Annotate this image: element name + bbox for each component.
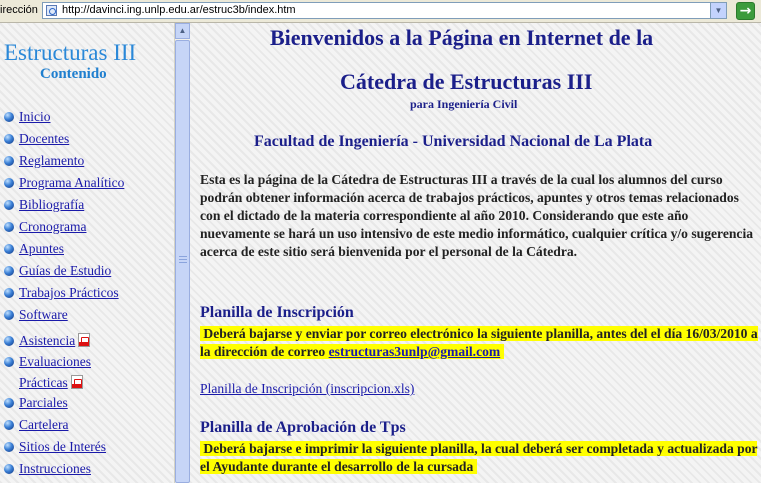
bullet-icon xyxy=(4,156,14,166)
sidebar-entry-evaluaciones-line2 xyxy=(19,374,83,392)
bullet-icon xyxy=(4,357,14,367)
pdf-icon[interactable] xyxy=(78,333,90,347)
bullet-icon xyxy=(4,200,14,210)
sidebar-link-reglamento[interactable]: Reglamento xyxy=(19,153,85,168)
site-title: Estructuras III xyxy=(4,40,137,65)
sidebar-entry-asistencia xyxy=(19,332,90,350)
sidebar-link-trabajos[interactable]: Trabajos Prácticos xyxy=(19,285,119,300)
intro-paragraph: Esta es la página de la Cátedra de Estructuras III a través de la cual los alumnos del curso podrán obtener información acerca de trabajos prácticos, apuntes y otros temas relacionados con el dictado de la materia correspondiente al año 2010. Considerando que este año nuevamente se hará un uso intensivo de este medio informático, cualquier crítica y/o sugerencia acerca de este sitio será bienvenida por el personal de la Cátedra. xyxy=(200,172,754,259)
inscripcion-title: Planilla de Inscripción xyxy=(200,304,354,321)
inscripcion-file-link[interactable]: Planilla de Inscripción (inscripcion.xls) xyxy=(200,381,415,396)
sidebar-item-sitios[interactable] xyxy=(4,438,174,460)
sidebar-item-bibliografia[interactable] xyxy=(4,196,174,218)
sidebar-nav xyxy=(4,108,174,482)
address-input[interactable] xyxy=(42,2,727,19)
inscripcion-text: Deberá bajarse y enviar por correo electrónico la siguiente planilla, antes del el día 16/03/2010 a la dirección de correo xyxy=(200,326,758,359)
para-heading: para Ingeniería Civil xyxy=(410,97,518,111)
scroll-thumb[interactable] xyxy=(175,40,190,483)
sidebar-item-asistencia[interactable] xyxy=(4,328,174,350)
pdf-icon[interactable] xyxy=(71,375,83,389)
bullet-icon xyxy=(4,310,14,320)
sidebar-item-guias[interactable] xyxy=(4,262,174,284)
sidebar-item-evaluaciones[interactable] xyxy=(4,350,174,394)
page-icon xyxy=(46,5,57,16)
sidebar-link-evaluaciones-line2[interactable]: Prácticas xyxy=(19,375,68,390)
bullet-icon xyxy=(4,112,14,122)
facultad-heading: Facultad de Ingeniería - Universidad Nacional de La Plata xyxy=(254,133,653,150)
sidebar-item-cronograma[interactable] xyxy=(4,218,174,240)
sidebar-link-software[interactable]: Software xyxy=(19,307,68,322)
sidebar-link-parciales[interactable]: Parciales xyxy=(19,395,68,410)
sidebar-link-asistencia[interactable]: Asistencia xyxy=(19,333,76,348)
sidebar-scrollbar[interactable] xyxy=(174,23,190,483)
sidebar-link-cartelera[interactable]: Cartelera xyxy=(19,417,69,432)
sidebar-item-trabajos[interactable] xyxy=(4,284,174,306)
welcome-heading: Bienvenidos a la Página en Internet de la xyxy=(270,25,654,50)
sidebar-link-programa[interactable]: Programa Analítico xyxy=(19,175,125,190)
sidebar-link-sitios[interactable]: Sitios de Interés xyxy=(19,439,106,454)
aprobacion-text: Deberá bajarse e imprimir la siguiente planilla, la cual deberá ser completada y actualizada por el Ayudante durante el desarrollo de la cursada xyxy=(200,441,758,474)
sidebar-item-parciales[interactable] xyxy=(4,394,174,416)
bullet-icon xyxy=(4,288,14,298)
email-link[interactable]: estructuras3unlp@gmail.com xyxy=(328,344,501,359)
sidebar-item-cartelera[interactable] xyxy=(4,416,174,438)
sidebar-link-bibliografia[interactable]: Bibliografía xyxy=(19,197,85,212)
sidebar-item-software[interactable] xyxy=(4,306,174,328)
address-url[interactable]: http://davinci.ing.unlp.edu.ar/estruc3b/index.htm xyxy=(62,4,296,16)
bullet-icon xyxy=(4,442,14,452)
sidebar-item-apuntes[interactable] xyxy=(4,240,174,262)
inscripcion-highlight xyxy=(200,326,758,359)
sidebar-item-instrucciones[interactable] xyxy=(4,460,174,482)
sidebar-frame xyxy=(0,23,174,483)
inscripcion-notice xyxy=(200,325,758,361)
bullet-icon xyxy=(4,266,14,276)
sidebar-link-docentes[interactable]: Docentes xyxy=(19,131,70,146)
address-bar xyxy=(0,0,761,23)
aprobacion-notice xyxy=(200,440,758,476)
aprobacion-title: Planilla de Aprobación de Tps xyxy=(200,419,406,436)
chevron-down-icon[interactable]: ▼ xyxy=(710,3,726,18)
bullet-icon xyxy=(4,244,14,254)
address-label: irección xyxy=(0,4,38,16)
bullet-icon xyxy=(4,420,14,430)
bullet-icon xyxy=(4,464,14,474)
sidebar-item-docentes[interactable] xyxy=(4,130,174,152)
sidebar-link-instrucciones[interactable]: Instrucciones xyxy=(19,461,91,476)
bullet-icon xyxy=(4,134,14,144)
sidebar-item-reglamento[interactable] xyxy=(4,152,174,174)
sidebar-item-programa[interactable] xyxy=(4,174,174,196)
bullet-icon xyxy=(4,398,14,408)
aprobacion-highlight xyxy=(200,441,757,474)
go-button[interactable]: → xyxy=(736,2,755,20)
main-content xyxy=(190,23,761,483)
sidebar-item-inicio[interactable] xyxy=(4,108,174,130)
sidebar-link-guias[interactable]: Guías de Estudio xyxy=(19,263,112,278)
catedra-heading: Cátedra de Estructuras III xyxy=(340,69,593,94)
sidebar-link-cronograma[interactable]: Cronograma xyxy=(19,219,87,234)
bullet-icon xyxy=(4,222,14,232)
sidebar-link-evaluaciones-line1[interactable]: Evaluaciones xyxy=(19,354,91,369)
sidebar-subtitle: Contenido xyxy=(40,66,107,82)
sidebar-link-inicio[interactable]: Inicio xyxy=(19,109,51,124)
sidebar-link-apuntes[interactable]: Apuntes xyxy=(19,241,64,256)
bullet-icon xyxy=(4,178,14,188)
bullet-icon xyxy=(4,336,14,346)
scroll-up-icon[interactable]: ▲ xyxy=(175,23,190,39)
grip-icon xyxy=(179,256,187,264)
